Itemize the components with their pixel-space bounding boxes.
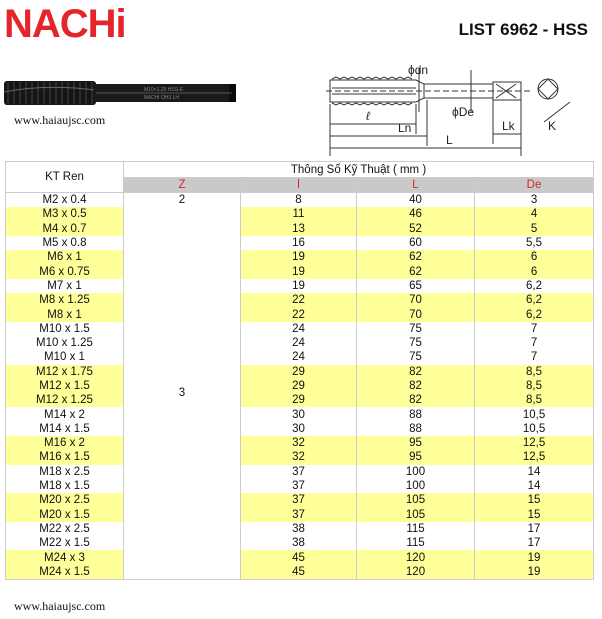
nachi-logo: NACHi bbox=[4, 2, 126, 46]
cell-De: 15 bbox=[475, 493, 594, 507]
table-row bbox=[6, 493, 594, 507]
cell-L: 46 bbox=[357, 207, 475, 221]
cell-l: 29 bbox=[241, 379, 357, 393]
cell-L: 120 bbox=[357, 565, 475, 580]
cell-L: 62 bbox=[357, 264, 475, 278]
cell-l: 45 bbox=[241, 565, 357, 580]
table-row bbox=[6, 379, 594, 393]
cell-l: 24 bbox=[241, 350, 357, 364]
cell-De: 12,5 bbox=[475, 450, 594, 464]
label-K: K bbox=[548, 119, 557, 133]
svg-text:M10×1.25 HSS-E: M10×1.25 HSS-E bbox=[144, 87, 184, 93]
cell-thread-size: M7 x 1 bbox=[6, 279, 124, 293]
cell-l: 37 bbox=[241, 508, 357, 522]
cell-thread-size: M2 x 0.4 bbox=[6, 193, 124, 208]
cell-De: 14 bbox=[475, 479, 594, 493]
website-link-top[interactable]: www.haiaujsc.com bbox=[14, 113, 106, 127]
cell-l: 29 bbox=[241, 365, 357, 379]
cell-l: 29 bbox=[241, 393, 357, 407]
cell-thread-size: M8 x 1.25 bbox=[6, 293, 124, 307]
cell-thread-size: M20 x 2.5 bbox=[6, 493, 124, 507]
header-thread-size: KT Ren bbox=[6, 162, 124, 193]
cell-l: 24 bbox=[241, 322, 357, 336]
cell-l: 32 bbox=[241, 436, 357, 450]
table-row bbox=[6, 336, 594, 350]
website-link-bottom[interactable]: www.haiaujsc.com bbox=[14, 599, 106, 613]
table-row bbox=[6, 550, 594, 564]
table-row bbox=[6, 365, 594, 379]
table-row bbox=[6, 407, 594, 421]
tap-dimension-diagram bbox=[316, 60, 596, 160]
cell-thread-size: M6 x 0.75 bbox=[6, 264, 124, 278]
cell-thread-size: M12 x 1.5 bbox=[6, 379, 124, 393]
cell-l: 19 bbox=[241, 279, 357, 293]
cell-L: 40 bbox=[357, 193, 475, 208]
cell-l: 8 bbox=[241, 193, 357, 208]
header-z: Z bbox=[124, 178, 241, 193]
cell-thread-size: M14 x 1.5 bbox=[6, 422, 124, 436]
cell-L: 95 bbox=[357, 436, 475, 450]
cell-thread-size: M6 x 1 bbox=[6, 250, 124, 264]
cell-De: 8,5 bbox=[475, 379, 594, 393]
cell-l: 37 bbox=[241, 493, 357, 507]
table-row bbox=[6, 465, 594, 479]
table-row bbox=[6, 322, 594, 336]
table-row bbox=[6, 222, 594, 236]
table-row bbox=[6, 536, 594, 550]
label-Lk: Lk bbox=[502, 119, 515, 133]
table-row bbox=[6, 264, 594, 278]
cell-l: 37 bbox=[241, 479, 357, 493]
cell-z: 3 bbox=[124, 207, 241, 579]
cell-De: 8,5 bbox=[475, 393, 594, 407]
cell-De: 6 bbox=[475, 264, 594, 278]
cell-thread-size: M22 x 2.5 bbox=[6, 522, 124, 536]
cell-thread-size: M18 x 1.5 bbox=[6, 479, 124, 493]
cell-l: 22 bbox=[241, 293, 357, 307]
cell-De: 6 bbox=[475, 250, 594, 264]
cell-De: 6,2 bbox=[475, 307, 594, 321]
cell-De: 17 bbox=[475, 536, 594, 550]
table-row bbox=[6, 393, 594, 407]
table-row bbox=[6, 522, 594, 536]
cell-L: 70 bbox=[357, 293, 475, 307]
table-row bbox=[6, 479, 594, 493]
cell-thread-size: M12 x 1.25 bbox=[6, 393, 124, 407]
table-row bbox=[6, 436, 594, 450]
cell-l: 24 bbox=[241, 336, 357, 350]
cell-De: 10,5 bbox=[475, 407, 594, 421]
cell-thread-size: M10 x 1.5 bbox=[6, 322, 124, 336]
table-row bbox=[6, 193, 594, 208]
cell-De: 6,2 bbox=[475, 279, 594, 293]
cell-thread-size: M10 x 1.25 bbox=[6, 336, 124, 350]
table-row bbox=[6, 207, 594, 221]
cell-L: 115 bbox=[357, 522, 475, 536]
cell-thread-size: M3 x 0.5 bbox=[6, 207, 124, 221]
cell-l: 38 bbox=[241, 522, 357, 536]
cell-De: 4 bbox=[475, 207, 594, 221]
cell-thread-size: M14 x 2 bbox=[6, 407, 124, 421]
page-title: LIST 6962 - HSS bbox=[458, 20, 588, 39]
cell-thread-size: M10 x 1 bbox=[6, 350, 124, 364]
cell-thread-size: M24 x 1.5 bbox=[6, 565, 124, 580]
cell-thread-size: M4 x 0.7 bbox=[6, 222, 124, 236]
cell-De: 3 bbox=[475, 193, 594, 208]
header-l: l bbox=[241, 178, 357, 193]
cell-L: 105 bbox=[357, 508, 475, 522]
cell-l: 11 bbox=[241, 207, 357, 221]
cell-L: 60 bbox=[357, 236, 475, 250]
cell-De: 10,5 bbox=[475, 422, 594, 436]
cell-l: 38 bbox=[241, 536, 357, 550]
label-dn: ϕdn bbox=[408, 63, 429, 77]
label-Ln: Ln bbox=[398, 121, 412, 135]
cell-L: 105 bbox=[357, 493, 475, 507]
cell-L: 75 bbox=[357, 350, 475, 364]
table-row bbox=[6, 422, 594, 436]
cell-z: 2 bbox=[124, 193, 241, 208]
table-row bbox=[6, 450, 594, 464]
cell-De: 8,5 bbox=[475, 365, 594, 379]
cell-L: 115 bbox=[357, 536, 475, 550]
cell-L: 75 bbox=[357, 336, 475, 350]
cell-l: 30 bbox=[241, 407, 357, 421]
cell-thread-size: M24 x 3 bbox=[6, 550, 124, 564]
cell-L: 65 bbox=[357, 279, 475, 293]
table-row bbox=[6, 250, 594, 264]
cell-l: 19 bbox=[241, 250, 357, 264]
cell-L: 82 bbox=[357, 365, 475, 379]
table-row bbox=[6, 508, 594, 522]
cell-thread-size: M8 x 1 bbox=[6, 307, 124, 321]
cell-L: 100 bbox=[357, 479, 475, 493]
cell-De: 7 bbox=[475, 336, 594, 350]
table-row bbox=[6, 307, 594, 321]
header-specs: Thông Số Kỹ Thuật ( mm ) bbox=[124, 162, 594, 178]
cell-De: 6,2 bbox=[475, 293, 594, 307]
cell-L: 62 bbox=[357, 250, 475, 264]
label-l: ℓ bbox=[366, 109, 370, 123]
cell-L: 70 bbox=[357, 307, 475, 321]
cell-De: 12,5 bbox=[475, 436, 594, 450]
cell-L: 120 bbox=[357, 550, 475, 564]
table-row bbox=[6, 293, 594, 307]
cell-De: 7 bbox=[475, 350, 594, 364]
header-L: L bbox=[357, 178, 475, 193]
cell-l: 22 bbox=[241, 307, 357, 321]
cell-l: 37 bbox=[241, 465, 357, 479]
cell-De: 19 bbox=[475, 550, 594, 564]
cell-L: 88 bbox=[357, 422, 475, 436]
table-row bbox=[6, 236, 594, 250]
cell-l: 45 bbox=[241, 550, 357, 564]
cell-l: 13 bbox=[241, 222, 357, 236]
table-row bbox=[6, 279, 594, 293]
cell-L: 95 bbox=[357, 450, 475, 464]
cell-l: 19 bbox=[241, 264, 357, 278]
cell-De: 15 bbox=[475, 508, 594, 522]
cell-l: 16 bbox=[241, 236, 357, 250]
cell-thread-size: M16 x 2 bbox=[6, 436, 124, 450]
cell-thread-size: M22 x 1.5 bbox=[6, 536, 124, 550]
cell-thread-size: M5 x 0.8 bbox=[6, 236, 124, 250]
cell-thread-size: M20 x 1.5 bbox=[6, 508, 124, 522]
svg-text:NACHI OH3 LH: NACHI OH3 LH bbox=[144, 95, 180, 101]
tap-photo bbox=[4, 74, 236, 110]
cell-L: 82 bbox=[357, 393, 475, 407]
cell-De: 7 bbox=[475, 322, 594, 336]
cell-thread-size: M16 x 1.5 bbox=[6, 450, 124, 464]
label-L: L bbox=[446, 133, 453, 147]
cell-L: 75 bbox=[357, 322, 475, 336]
label-De: ϕDe bbox=[452, 105, 475, 119]
cell-L: 88 bbox=[357, 407, 475, 421]
cell-L: 82 bbox=[357, 379, 475, 393]
spec-table bbox=[5, 161, 594, 580]
cell-De: 19 bbox=[475, 565, 594, 580]
table-row bbox=[6, 565, 594, 580]
header-De: De bbox=[475, 178, 594, 193]
cell-L: 52 bbox=[357, 222, 475, 236]
cell-l: 32 bbox=[241, 450, 357, 464]
table-row bbox=[6, 350, 594, 364]
cell-thread-size: M12 x 1.75 bbox=[6, 365, 124, 379]
cell-De: 5,5 bbox=[475, 236, 594, 250]
cell-l: 30 bbox=[241, 422, 357, 436]
cell-De: 5 bbox=[475, 222, 594, 236]
cell-De: 17 bbox=[475, 522, 594, 536]
cell-L: 100 bbox=[357, 465, 475, 479]
cell-De: 14 bbox=[475, 465, 594, 479]
cell-thread-size: M18 x 2.5 bbox=[6, 465, 124, 479]
